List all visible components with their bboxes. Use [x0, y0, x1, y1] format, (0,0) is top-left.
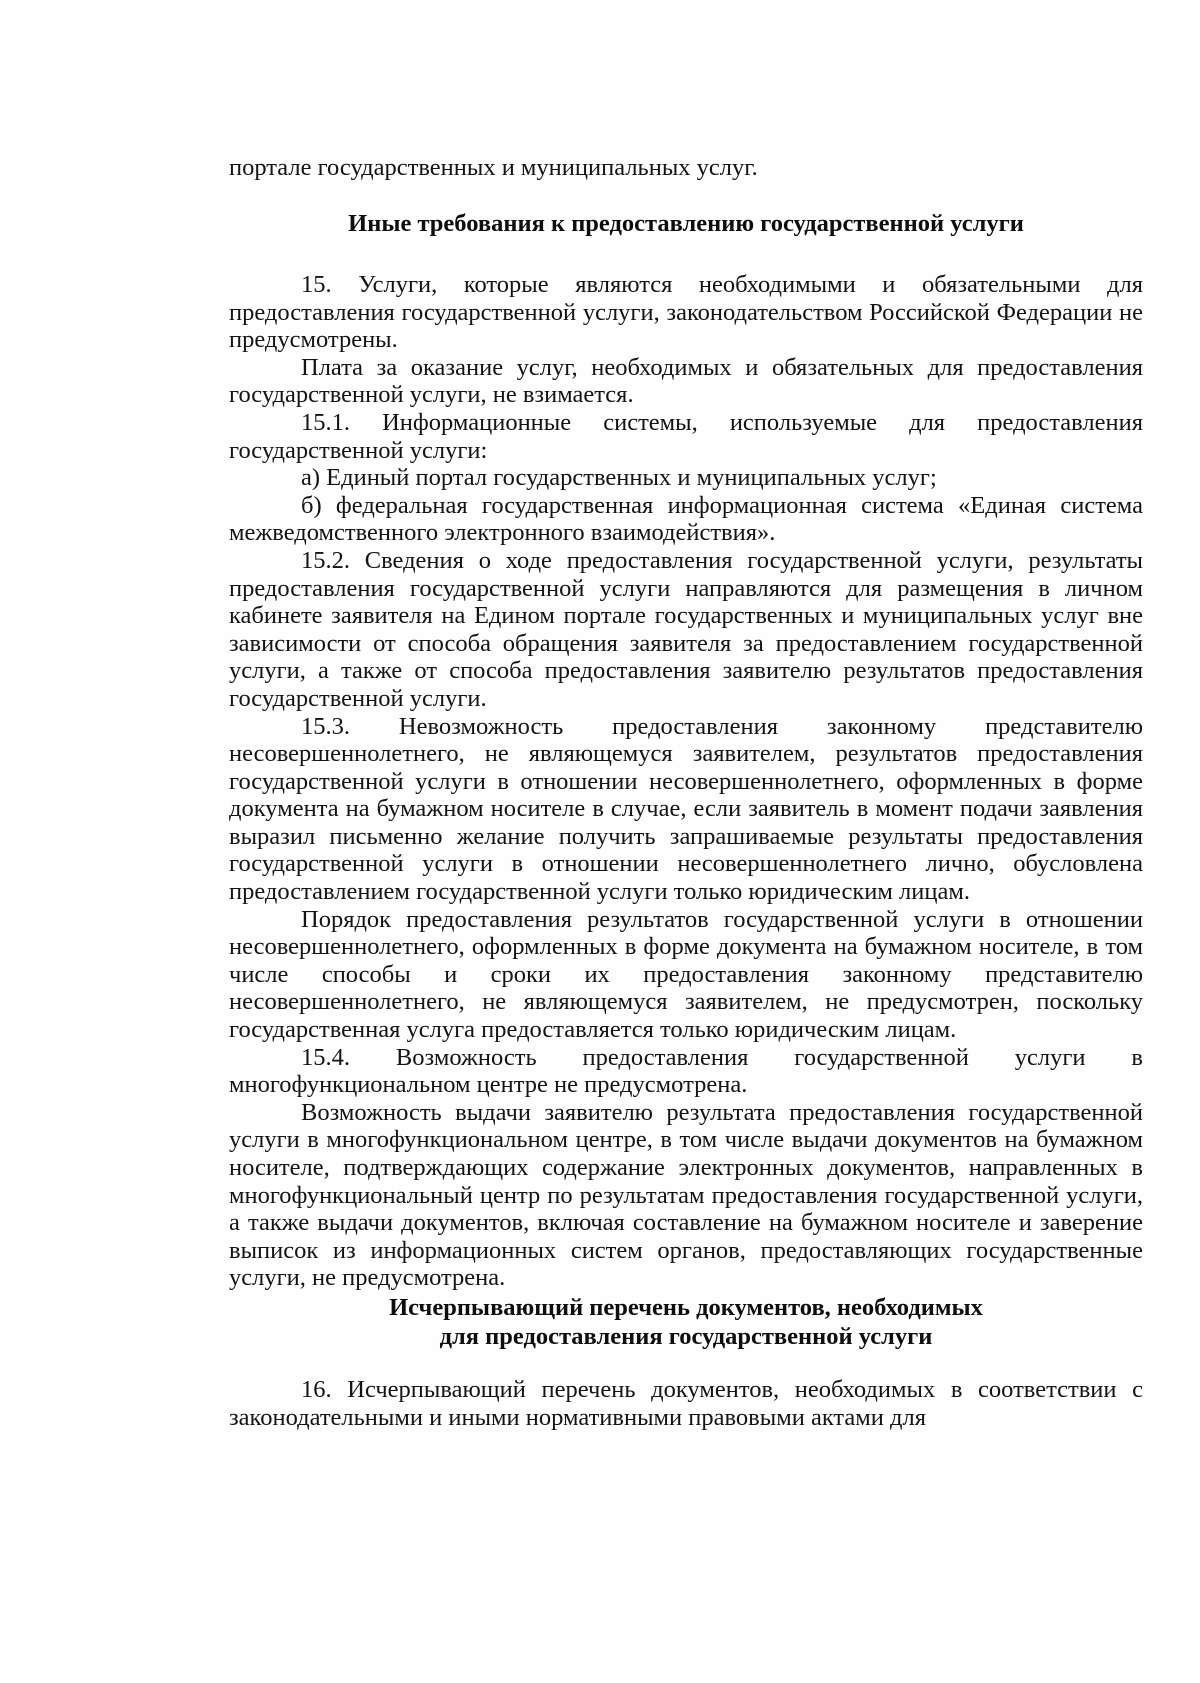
paragraph-15-2: 15.2. Сведения о ходе предоставления государственной услуги, результаты предоставления государственной услуги направляются для размещения в личном кабинете заявителя на Едином портале государственных и муниципальных услуг вне зависимости от способа обращения заявителя за предоставлением государственной услуги, а также от способа предоставления заявителю результатов предоставления государственной услуги.: [229, 546, 1143, 712]
paragraph-15-1: 15.1. Информационные системы, используемые для предоставления государственной услуги:: [229, 408, 1143, 464]
list-item-b: б) федеральная государственная информационная система «Единая система межведомственного электронного взаимодействия».: [229, 491, 1143, 547]
paragraph-fee: Плата за оказание услуг, необходимых и обязательных для предоставления государственной услуги, не взимается.: [229, 353, 1143, 409]
list-item-a: а) Единый портал государственных и муниципальных услуг;: [301, 464, 937, 492]
paragraph-mfc: Возможность выдачи заявителю результата предоставления государственной услуги в многофункциональном центре, в том числе выдачи документов на бумажном носителе, подтверждающих содержание электронных документов, направленных в многофункциональный центр по результатам предоставления государственной услуги, а также выдачи документов, включая составление на бумажном носителе и заверение выписок из информационных систем органов, предоставляющих государственные услуги, не предусмотрена.: [229, 1098, 1143, 1292]
section-16-body: [229, 1376, 1143, 1431]
paragraph-16: 16. Исчерпывающий перечень документов, необходимых в соответствии с законодательными и иными нормативными правовыми актами для: [229, 1376, 1143, 1431]
section-15-body: [229, 271, 1143, 1292]
paragraph-15: 15. Услуги, которые являются необходимыми и обязательными для предоставления государственной услуги, законодательством Российской Федерации не предусмотрены.: [229, 271, 1143, 354]
section-heading-other-requirements: [229, 209, 1143, 238]
paragraph-15-3: 15.3. Невозможность предоставления законному представителю несовершеннолетнего, не являющемуся заявителем, результатов предоставления государственной услуги в отношении несовершеннолетнего, оформленных в форме документа на бумажном носителе в случае, если заявитель в момент подачи заявления выразил письменно желание получить запрашиваемые результаты предоставления государственной услуги в отношении несовершеннолетнего лично, обусловлена предоставлением государственной услуги только юридическим лицам.: [229, 712, 1143, 906]
section-heading-line-2: для предоставления государственной услуги: [439, 1323, 933, 1350]
paragraph-15-4: 15.4. Возможность предоставления государственной услуги в многофункциональном центре не предусмотрена.: [229, 1043, 1143, 1099]
section-heading-line-1: Исчерпывающий перечень документов, необходимых: [389, 1294, 983, 1321]
section-heading-documents-list: [229, 1293, 1143, 1351]
section-heading-text: Иные требования к предоставлению государственной услуги: [348, 210, 1024, 237]
intro-block: [229, 154, 1143, 182]
intro-line: порталe государственных и муниципальных услуг.: [229, 154, 758, 181]
paragraph-procedure: Порядок предоставления результатов государственной услуги в отношении несовершеннолетнего, оформленных в форме документа на бумажном носителе, в том числе способы и сроки их предоставления законному представителю несовершеннолетнего, не являющемуся заявителем, не предусмотрен, поскольку государственная услуга предоставляется только юридическим лицам.: [229, 905, 1143, 1044]
